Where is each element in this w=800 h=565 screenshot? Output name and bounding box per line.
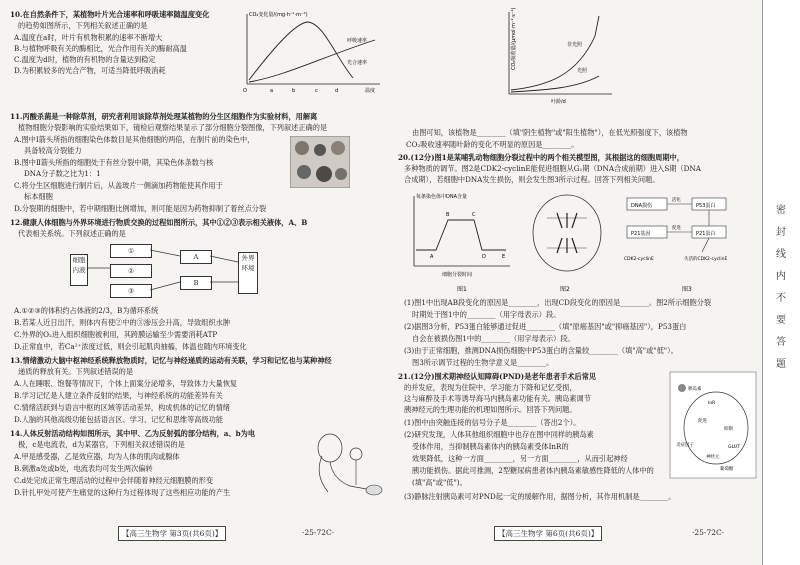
q21-line-6: (填"高"或"低")。 <box>412 478 467 487</box>
q20-figures <box>402 188 752 296</box>
q20-fig1-caption: 图1 <box>457 286 467 293</box>
q20-fig1-ylabel: 每条染色体中DNA含量 <box>416 194 468 200</box>
q20-fig2-caption: 图2 <box>560 286 570 293</box>
q19-curve-light <box>511 16 599 90</box>
q19-line-1: 由图可知，该植物是________（填"阴生植物"或"阳生植物"），在低光照强度下，该植物 <box>412 128 688 137</box>
q21-line-3: 受体作用，当抑制胰岛素体内的胰岛素受体InR的 <box>412 442 569 451</box>
q11-option-d: D.分裂期的细胞中，若中期细胞比例增加，则可能是因为药物抑制了着丝点分裂 <box>14 204 267 213</box>
q20-line-1: (1)图1中出现AB段变化的原因是________，出现CD段变化的原因是________。图2所示细胞分裂 <box>404 298 712 307</box>
q11-option-c-2: 标本细胞 <box>24 192 53 201</box>
q10-curve-label-photo: 光合速率 <box>347 60 368 66</box>
q14-option-c: C.d处完成正常生理活动的过程中会伴随着神经元细胞膜的形变 <box>14 476 214 485</box>
q13-stem-2: 递质的释放有关。下列叙述错误的是 <box>18 367 134 376</box>
right-code: ·25-72C· <box>692 528 725 537</box>
q11-option-a-2: 具备较高分裂能力 <box>24 146 82 155</box>
q21-insulin-dot <box>678 384 686 392</box>
q20-fig3-activate: 活化 <box>672 198 681 203</box>
q10-option-d: D.为积累较多的光合产物，可适当降低呼吸消耗 <box>14 66 166 75</box>
q10-photosynthesis-curve <box>249 22 353 80</box>
q10-tick-o: O <box>243 88 247 94</box>
q20-line-6: 图3所示调节过程的生物学意义是________。 <box>412 358 554 367</box>
left-code: ·25-72C· <box>302 528 335 537</box>
q20-fig1-xlabel: 细胞分裂时间 <box>442 272 473 278</box>
q20-fig3-caption: 图3 <box>682 286 692 293</box>
q10-tick-c: c <box>315 88 318 94</box>
right-footer: 【高三生物学 第6页(共6页)】 <box>494 526 602 541</box>
q20-stem-3: 合成期），若细胞中DNA发生损伤，则会发生图3所示过程。回答下列相关问题。 <box>404 175 660 184</box>
binding-margin-text: 密 封 线 内 不 要 答 题 <box>776 205 786 370</box>
q20-fig3-dna-damage: DNA损伤 <box>631 203 653 209</box>
q13-option-d: D.人脑的其他高级功能包括语言区、学习、记忆和思维等高级功能 <box>14 415 224 424</box>
q14-reflex-arc-diagram <box>310 430 385 500</box>
q21-line-1: (1)图中由突触连接的信号分子是________（答出2个）。 <box>404 418 581 427</box>
q20-fig1 <box>414 193 510 293</box>
q21-diagram <box>668 370 760 482</box>
q12-box-b: B <box>180 276 212 290</box>
q21-label-insulin: 胰岛素 <box>688 387 702 392</box>
q11-cell-6 <box>335 168 347 180</box>
q10-curve-label-resp: 呼吸速率 <box>347 38 368 44</box>
left-page <box>0 0 392 565</box>
q21-label-glucose: 葡萄糖 <box>720 467 734 472</box>
q19-xlabel: 叶龄/d <box>551 99 566 105</box>
q12-box-1: ① <box>110 244 152 258</box>
q20-fig3-p53: P53蛋白 <box>696 203 716 209</box>
q20-fig1-point-a: A <box>430 254 434 260</box>
q20-line-3: (2)据图3分析，P53蛋白能够通过促进________（填"原癌基因"或"抑癌基因"），P53蛋白 <box>404 322 687 331</box>
q14-stem-1: 14.人体反射活动结构如图所示，其中甲、乙为反射弧的部分结构，a、b为电 <box>10 429 256 438</box>
q14-stem-2: 极，c是电流表，d为某器官，下列相关叙述错误的是 <box>18 440 185 449</box>
q20-fig3-p21-gene: P21基因 <box>631 231 651 237</box>
q19-label-1: 非光照 <box>567 42 583 48</box>
q11-cell-3 <box>331 141 345 155</box>
q14-ammeter <box>350 448 362 460</box>
q19-ylabel: CO₂吸收量/(μmol·m⁻²·s⁻¹) <box>511 7 517 70</box>
q21-label-promote: 促进 <box>698 419 707 424</box>
q12-option-d: D.正常血中，若Ca²⁺浓度过低，则会引起肌肉抽搐，体温也随内环境变化 <box>14 342 247 351</box>
q10-tick-a: a <box>270 88 274 94</box>
q10-ylabel: CO₂变化量/(mg·h⁻¹·m⁻²) <box>249 12 308 18</box>
q12-stem-1: 12.健康人体细胞与外界环境进行物质交换的过程如图所示，其中①②③表示相关液体，A、B <box>10 218 308 227</box>
q11-option-b: B.图中Ⅱ箭头所指的细胞处于有丝分裂中期，其染色体条数与核 <box>14 158 214 167</box>
q11-cell-5 <box>316 166 332 182</box>
q20-fig3-promote: 促进 <box>672 226 681 231</box>
q20-fig1-line <box>416 220 506 250</box>
q20-line-2: 时期处于图1中的________（用字母表示）段。 <box>412 310 561 319</box>
q21-line-4: 效果降低，这种一方面________，另一方面________，从而引起神经 <box>412 454 628 463</box>
q10-xlabel: 温度 <box>365 88 376 94</box>
q20-fig1-point-c: C <box>472 212 476 218</box>
q14-option-b: B.刺激a处或b处，电流表均可发生两次偏转 <box>14 464 153 473</box>
q12-option-c: C.外界的O₂进入组织细胞被利用，其跨膜运输至少需要消耗ATP <box>14 330 218 339</box>
q14-effector <box>366 485 382 495</box>
binding-margin <box>762 0 800 565</box>
q11-cell-4 <box>297 165 311 179</box>
q14-option-a: A.甲是感受器，乙是效应器，均为人体的肌肉或腺体 <box>14 452 180 461</box>
q20-fig1-point-e: E <box>502 254 506 260</box>
q13-stem-1: 13.情绪激动大脑中枢神经系统释放物质时，记忆与神经递质的运动有关联，学习和记忆也与某种神经 <box>10 356 332 365</box>
q20-fig1-point-b: B <box>446 212 450 218</box>
q11-cell-1 <box>295 141 309 155</box>
q10-tick-b: b <box>292 88 296 94</box>
q19-line-2: CO₂吸收速率随叶龄的变化不明显的原因是________。 <box>406 140 579 149</box>
right-page <box>392 0 762 565</box>
q12-box-environment: 外界环境 <box>238 252 258 294</box>
q19-curve-dark <box>511 76 599 92</box>
q10-tick-d: d <box>335 88 339 94</box>
q11-stem-1: 11.丙酸杀菌是一种除草剂，研究者利用该除草剂处理某植物的分生区细胞作为实验材料，用解离 <box>10 112 318 121</box>
q13-option-a: A.人在睡眠、饱餐等情况下，个体上面案分泌增多，导致体力大量恢复 <box>14 379 238 388</box>
q12-box-intracellular: 细胞内液 <box>70 254 88 286</box>
q12-box-2: ② <box>110 264 152 278</box>
q12-box-3: ③ <box>110 284 152 298</box>
q21-line-5: 胰功能损伤。据此可推测，2型糖尿病患者体内胰岛素敏感性降低的人体中的 <box>412 466 654 475</box>
q12-diagram <box>70 242 280 302</box>
q21-stem-4: 胰神经元的生理功能的机理如图所示。回答下列问题。 <box>404 405 577 414</box>
q11-option-b-2: DNA分子数之比为1：1 <box>24 169 101 178</box>
q11-micrograph <box>290 136 350 188</box>
q12-stem-2: 代表相关系统。下列叙述正确的是 <box>18 229 126 238</box>
q11-cell-2 <box>314 144 326 156</box>
q13-option-b: B.学习记忆是人建立条件反射的结果，与神经系统的功能差异有关 <box>14 391 223 400</box>
q20-fig2 <box>533 195 601 293</box>
q20-fig3 <box>624 196 728 293</box>
q20-stem-2: 多种物质的调节。图2是CDK2-cyclinE能促进细胞从G₁期（DNA合成前期）进入S期（DNA <box>404 164 701 173</box>
q14-option-d: D.针扎甲处可使产生痛觉的这种行为过程体现了这些相应功能的产生 <box>14 488 231 497</box>
q13-option-c: C.情绪活跃到与语言中枢的区域等活动差异，构成机体的记忆的情绪 <box>14 403 230 412</box>
q21-line-2: (2)研究发现，人体其他组织细胞中也存在图中同样的胰岛素 <box>404 430 594 439</box>
q11-stem-2: 植物细胞分裂影响的实验结果如下，镜检后观察结果显示了部分细胞分裂图像，下列叙述正确的是 <box>18 123 328 132</box>
q19-chart <box>487 6 617 106</box>
q10-stem-2: 的趋势如图所示，下列相关叙述正确的是 <box>18 21 148 30</box>
q10-option-a: A.温度在a时，叶片有机物积累的速率不断增大 <box>14 33 163 42</box>
q20-stem-1: 20.(12分)图1是某哺乳动物细胞分裂过程中的两个相关模型图，其根据这的细胞周期中， <box>398 153 684 162</box>
q10-chart <box>235 6 385 96</box>
q10-option-c: C.温度为d时，植物的有机物的含量达到稳定 <box>14 55 156 64</box>
q21-label-inflammatory: 炎症因子 <box>676 443 694 448</box>
left-footer: 【高三生物学 第3页(共6页)】 <box>118 526 226 541</box>
q21-label-inr: InR <box>708 401 716 406</box>
q20-line-5: (3)由于正常细胞，推测DNA损伤细胞中P53蛋白的含量较________（填"高"或"低"）。 <box>404 346 678 355</box>
q21-stem-2: 的并发症，表现为住院中、学习能力下降和记忆受损， <box>404 383 577 392</box>
q20-fig3-p21-protein: P21蛋白 <box>696 231 716 237</box>
q19-label-2: 光照 <box>577 68 588 74</box>
q11-option-a: A.图中Ⅰ箭头所指的细胞染色体数目是其他细胞的两倍，在制片前的染色中， <box>14 135 255 144</box>
q12-box-a: A <box>180 250 212 264</box>
q20-line-4: 自会在被损伤图1中的________（用字母表示）段。 <box>412 334 575 343</box>
q20-fig3-cdk2-active: CDK2-cyclinE <box>624 257 654 262</box>
q10-stem-1: 10.在自然条件下，某植物叶片光合速率和呼吸速率随温度变化 <box>10 10 210 19</box>
q12-option-a: A.①②③的体积约占体液的2/3，B为循环系统 <box>14 306 159 315</box>
q21-label-glut: GLUT <box>728 445 740 450</box>
q20-fig3-cdk2-inactive: 失活的CDK2-cyclinE <box>684 257 728 262</box>
q21-stem-1: 21.(12分)围术期神经认知障碍(PND)是老年患者手术后常见 <box>398 372 597 381</box>
q20-fig1-point-d: D <box>482 254 486 260</box>
q12-option-b: B.若某人近日出汗，则体内有使②中的③渗压会升高，导致组织水肿 <box>14 318 231 327</box>
q21-label-neuron: 神经元 <box>706 455 720 460</box>
q10-option-b: B.与植物呼吸有关的酶相比，光合作用有关的酶耐高温 <box>14 44 187 53</box>
q21-label-inhibit: 抑制 <box>724 427 733 432</box>
q11-option-c: C.将分生区细胞进行制片后，从盖玻片一侧滴加药物能使其作用于 <box>14 181 223 190</box>
q21-stem-3: 这与麻醉及手术等诱导海马内胰岛素功能有关。胰岛素调节 <box>404 394 591 403</box>
q21-line-7: (3)静脉注射胰岛素可对PND起一定的缓解作用，据图分析，其作用机制是________。 <box>404 492 676 501</box>
